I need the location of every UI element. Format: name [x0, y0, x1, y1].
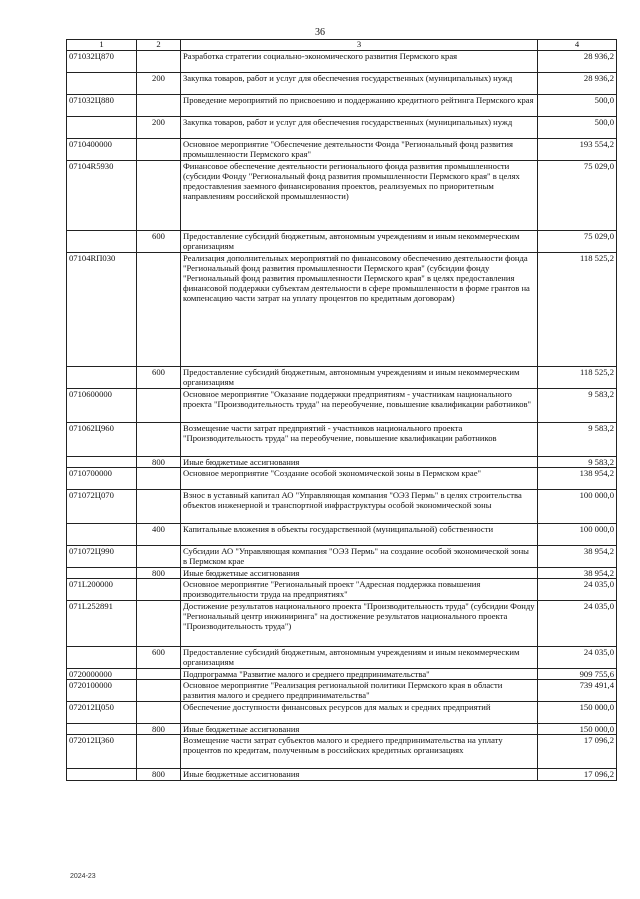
- cell-name: Возмещение части затрат субъектов малого и среднего предпринимательства на уплату процентов по кредитам, полученным в российских кредитных организациях: [181, 735, 538, 769]
- table-row: [67, 231, 617, 253]
- cell-code: 071032Ц880: [67, 95, 137, 117]
- cell-amount: 500,0: [538, 95, 617, 117]
- cell-amount: 24 035,0: [538, 647, 617, 669]
- header-col-4: 4: [538, 40, 617, 51]
- cell-amount: 9 583,2: [538, 457, 617, 468]
- cell-name: Взнос в уставный капитал АО "Управляющая компания "ОЭЗ Пермь" в целях строительства объектов инженерной и транспортной инфраструктуры особой экономической зоны: [181, 490, 538, 524]
- cell-code: [67, 117, 137, 139]
- cell-expense-type: [137, 389, 181, 423]
- cell-expense-type: [137, 423, 181, 457]
- cell-name: Предоставление субсидий бюджетным, автономным учреждениям и иным некоммерческим организациям: [181, 647, 538, 669]
- cell-code: 071L200000: [67, 579, 137, 601]
- table-row: [67, 769, 617, 781]
- table-row: [67, 253, 617, 367]
- cell-expense-type: [137, 680, 181, 702]
- cell-name: Иные бюджетные ассигнования: [181, 724, 538, 735]
- cell-expense-type: [137, 669, 181, 680]
- cell-expense-type: 400: [137, 524, 181, 546]
- header-col-3: 3: [181, 40, 538, 51]
- table-row: [67, 95, 617, 117]
- cell-code: 0710400000: [67, 139, 137, 161]
- cell-expense-type: [137, 601, 181, 647]
- table-row: [67, 457, 617, 468]
- cell-code: [67, 724, 137, 735]
- table-row: [67, 669, 617, 680]
- cell-name: Иные бюджетные ассигнования: [181, 769, 538, 781]
- cell-code: 0720100000: [67, 680, 137, 702]
- cell-expense-type: 800: [137, 769, 181, 781]
- cell-expense-type: 600: [137, 231, 181, 253]
- cell-expense-type: 800: [137, 457, 181, 468]
- cell-name: Возмещение части затрат предприятий - участников национального проекта "Производительность труда" на переобучение, повышение квалификации работников: [181, 423, 538, 457]
- cell-amount: 9 583,2: [538, 423, 617, 457]
- table-row: [67, 73, 617, 95]
- table-row: [67, 702, 617, 724]
- cell-amount: 75 029,0: [538, 161, 617, 231]
- cell-name: Подпрограмма "Развитие малого и среднего предпринимательства": [181, 669, 538, 680]
- table-row: [67, 468, 617, 490]
- cell-name: Финансовое обеспечение деятельности регионального фонда развития промышленности (субсидии Фонду "Региональный фонд развития промышленности Пермского края" в целях предоставления заемного финансирования проектов, реализуемых по приоритетным направлениям российской промышленности): [181, 161, 538, 231]
- cell-amount: 150 000,0: [538, 724, 617, 735]
- page-number: 36: [315, 27, 325, 38]
- cell-name: Основное мероприятие "Реализация региональной политики Пермского края в области развития малого и среднего предпринимательства": [181, 680, 538, 702]
- cell-amount: 909 755,6: [538, 669, 617, 680]
- cell-amount: 118 525,2: [538, 253, 617, 367]
- table-row: [67, 647, 617, 669]
- cell-name: Основное мероприятие "Оказание поддержки предприятиям - участникам национального проекта "Производительность труда" на переобучение, повышение квалификации работников": [181, 389, 538, 423]
- cell-name: Достижение результатов национального проекта "Производительность труда" (субсидии Фонду "Региональный центр инжиниринга" на достижение результатов национального проекта "Производительность труда"): [181, 601, 538, 647]
- cell-amount: 24 035,0: [538, 601, 617, 647]
- header-col-1: 1: [67, 40, 137, 51]
- cell-expense-type: 800: [137, 568, 181, 579]
- footer-code: 2024-23: [70, 873, 96, 880]
- cell-amount: 739 491,4: [538, 680, 617, 702]
- cell-name: Реализация дополнительных мероприятий по финансовому обеспечению деятельности фонда "Региональный фонд развития промышленности Пермского края" (субсидии фонду "Региональный фонд развития промышленности Пермского края" в целях предоставления финансовой поддержки субъектам деятельности в сфере промышленности в форме грантов на компенсацию части затрат на уплату процентов по кредитным договорам): [181, 253, 538, 367]
- cell-code: 072012Ц360: [67, 735, 137, 769]
- cell-amount: 138 954,2: [538, 468, 617, 490]
- cell-code: 072012Ц050: [67, 702, 137, 724]
- cell-expense-type: [137, 161, 181, 231]
- header-row: [67, 40, 617, 51]
- cell-amount: 193 554,2: [538, 139, 617, 161]
- cell-code: [67, 457, 137, 468]
- cell-name: Разработка стратегии социально-экономического развития Пермского края: [181, 51, 538, 73]
- budget-table: [66, 39, 617, 781]
- cell-expense-type: 600: [137, 367, 181, 389]
- table-row: [67, 546, 617, 568]
- cell-name: Основное мероприятие "Региональный проект "Адресная поддержка повышения производительности труда на предприятиях": [181, 579, 538, 601]
- cell-amount: 28 936,2: [538, 73, 617, 95]
- cell-expense-type: [137, 702, 181, 724]
- cell-code: 071L252891: [67, 601, 137, 647]
- cell-expense-type: 200: [137, 117, 181, 139]
- cell-expense-type: [137, 253, 181, 367]
- table-row: [67, 735, 617, 769]
- cell-expense-type: [137, 468, 181, 490]
- table-row: [67, 389, 617, 423]
- table-row: [67, 724, 617, 735]
- table-row: [67, 680, 617, 702]
- cell-name: Иные бюджетные ассигнования: [181, 568, 538, 579]
- cell-expense-type: [137, 95, 181, 117]
- cell-code: [67, 568, 137, 579]
- cell-code: 071072Ц990: [67, 546, 137, 568]
- cell-amount: 17 096,2: [538, 735, 617, 769]
- cell-amount: 100 000,0: [538, 524, 617, 546]
- cell-amount: 150 000,0: [538, 702, 617, 724]
- table-row: [67, 161, 617, 231]
- cell-amount: 9 583,2: [538, 389, 617, 423]
- table-row: [67, 367, 617, 389]
- cell-name: Иные бюджетные ассигнования: [181, 457, 538, 468]
- table-row: [67, 579, 617, 601]
- table-row: [67, 139, 617, 161]
- cell-code: 071072Ц070: [67, 490, 137, 524]
- cell-code: [67, 231, 137, 253]
- cell-amount: 28 936,2: [538, 51, 617, 73]
- cell-amount: 100 000,0: [538, 490, 617, 524]
- cell-code: 0710600000: [67, 389, 137, 423]
- cell-amount: 75 029,0: [538, 231, 617, 253]
- cell-name: Основное мероприятие "Обеспечение деятельности Фонда "Региональный фонд развития промышленности Пермского края": [181, 139, 538, 161]
- cell-expense-type: 600: [137, 647, 181, 669]
- cell-amount: 24 035,0: [538, 579, 617, 601]
- cell-code: [67, 769, 137, 781]
- cell-expense-type: [137, 490, 181, 524]
- cell-amount: 38 954,2: [538, 568, 617, 579]
- cell-expense-type: [137, 579, 181, 601]
- table-row: [67, 51, 617, 73]
- cell-code: [67, 367, 137, 389]
- cell-amount: 500,0: [538, 117, 617, 139]
- cell-expense-type: 200: [137, 73, 181, 95]
- cell-name: Закупка товаров, работ и услуг для обеспечения государственных (муниципальных) нужд: [181, 73, 538, 95]
- cell-name: Капитальные вложения в объекты государственной (муниципальной) собственности: [181, 524, 538, 546]
- cell-name: Субсидии АО "Управляющая компания "ОЭЗ Пермь" на создание особой экономической зоны в Пермском крае: [181, 546, 538, 568]
- cell-name: Проведение мероприятий по присвоению и поддержанию кредитного рейтинга Пермского края: [181, 95, 538, 117]
- cell-expense-type: 800: [137, 724, 181, 735]
- cell-code: 071032Ц870: [67, 51, 137, 73]
- cell-code: 07104R5930: [67, 161, 137, 231]
- table-row: [67, 423, 617, 457]
- cell-expense-type: [137, 546, 181, 568]
- table-row: [67, 601, 617, 647]
- cell-amount: 38 954,2: [538, 546, 617, 568]
- table-row: [67, 524, 617, 546]
- cell-amount: 118 525,2: [538, 367, 617, 389]
- cell-expense-type: [137, 51, 181, 73]
- cell-code: [67, 647, 137, 669]
- cell-code: 0710700000: [67, 468, 137, 490]
- table-row: [67, 568, 617, 579]
- cell-expense-type: [137, 735, 181, 769]
- cell-amount: 17 096,2: [538, 769, 617, 781]
- cell-code: [67, 73, 137, 95]
- cell-name: Предоставление субсидий бюджетным, автономным учреждениям и иным некоммерческим организациям: [181, 367, 538, 389]
- cell-code: 07104RП030: [67, 253, 137, 367]
- cell-name: Основное мероприятие "Создание особой экономической зоны в Пермском крае": [181, 468, 538, 490]
- table-row: [67, 117, 617, 139]
- cell-code: 071062Ц960: [67, 423, 137, 457]
- header-col-2: 2: [137, 40, 181, 51]
- cell-expense-type: [137, 139, 181, 161]
- cell-name: Обеспечение доступности финансовых ресурсов для малых и средних предприятий: [181, 702, 538, 724]
- cell-name: Закупка товаров, работ и услуг для обеспечения государственных (муниципальных) нужд: [181, 117, 538, 139]
- cell-name: Предоставление субсидий бюджетным, автономным учреждениям и иным некоммерческим организациям: [181, 231, 538, 253]
- cell-code: [67, 524, 137, 546]
- table-row: [67, 490, 617, 524]
- cell-code: 0720000000: [67, 669, 137, 680]
